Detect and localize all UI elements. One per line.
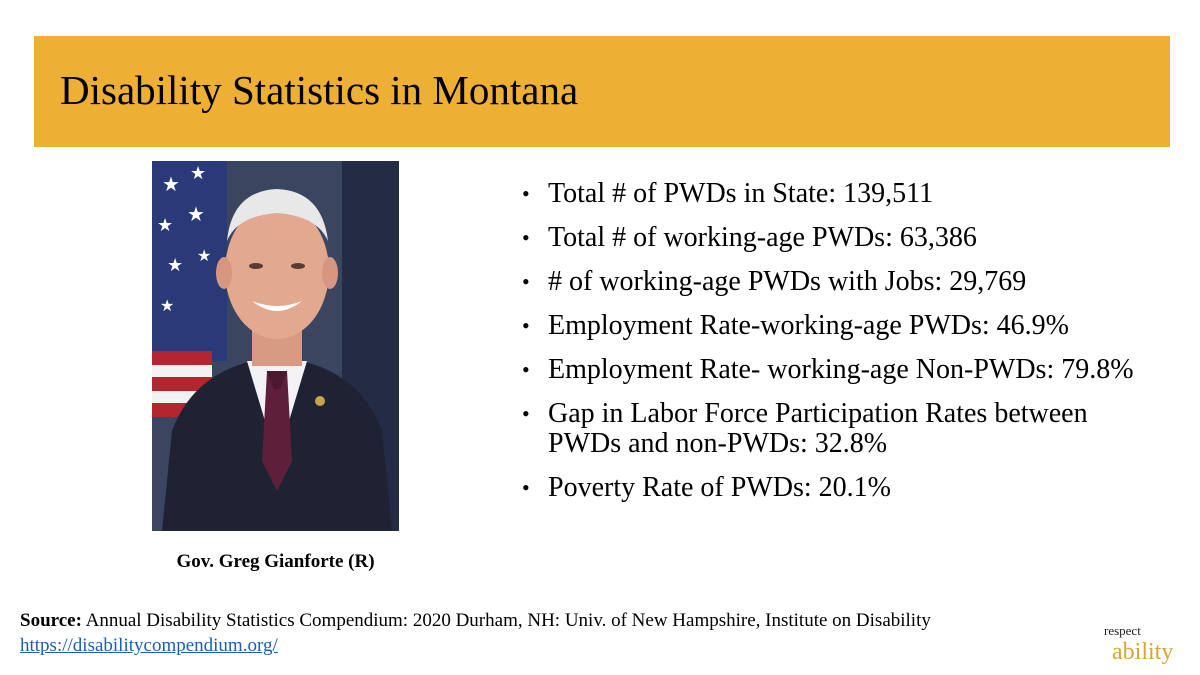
stat-item [520, 223, 1160, 253]
bullet-icon: • [522, 225, 530, 250]
svg-text:★: ★ [197, 248, 212, 265]
svg-text:★: ★ [190, 163, 207, 183]
stat-item [520, 267, 1160, 297]
bullet-icon: • [522, 269, 530, 294]
logo-top-word: respect [1104, 623, 1141, 638]
bullet-icon: • [522, 475, 530, 500]
governor-photo [152, 161, 399, 531]
stat-text: Employment Rate-working-age PWDs: 46.9% [548, 310, 1070, 341]
stat-item [520, 355, 1160, 385]
bullet-icon: • [522, 401, 530, 426]
statistics-list [520, 179, 1160, 517]
source-link[interactable]: https://disabilitycompendium.org/ [20, 635, 278, 656]
title-bar [34, 36, 1170, 147]
source-citation [20, 608, 1120, 658]
stat-item [520, 179, 1160, 209]
svg-text:★: ★ [157, 215, 174, 235]
bullet-icon: • [522, 181, 530, 206]
svg-text:★: ★ [187, 204, 205, 226]
logo-bottom-word: ability [1112, 639, 1174, 665]
stat-text: Poverty Rate of PWDs: 20.1% [548, 472, 891, 503]
respectability-logo [1104, 624, 1194, 670]
stat-text: Employment Rate- working-age Non-PWDs: 79.8% [548, 354, 1134, 385]
bullet-icon: • [522, 313, 530, 338]
photo-caption: Gov. Greg Gianforte (R) [176, 551, 375, 572]
stat-text: Total # of PWDs in State: 139,511 [548, 178, 934, 209]
svg-text:★: ★ [167, 255, 184, 275]
svg-text:★: ★ [160, 298, 175, 315]
stat-item [520, 473, 1160, 503]
stat-text: Total # of working-age PWDs: 63,386 [548, 222, 977, 253]
bullet-icon: • [522, 357, 530, 382]
svg-text:★: ★ [162, 174, 180, 196]
stat-text: Gap in Labor Force Participation Rates between PWDs and non-PWDs: 32.8% [548, 398, 1088, 459]
source-text: Annual Disability Statistics Compendium: 2020 Durham, NH: Univ. of New Hampshire, Institute on Disability [85, 610, 931, 631]
stat-text: # of working-age PWDs with Jobs: 29,769 [548, 266, 1027, 297]
stat-item [520, 399, 1160, 459]
source-label: Source: [20, 610, 82, 631]
stat-item [520, 311, 1160, 341]
slide-title: Disability Statistics in Montana [60, 67, 579, 113]
